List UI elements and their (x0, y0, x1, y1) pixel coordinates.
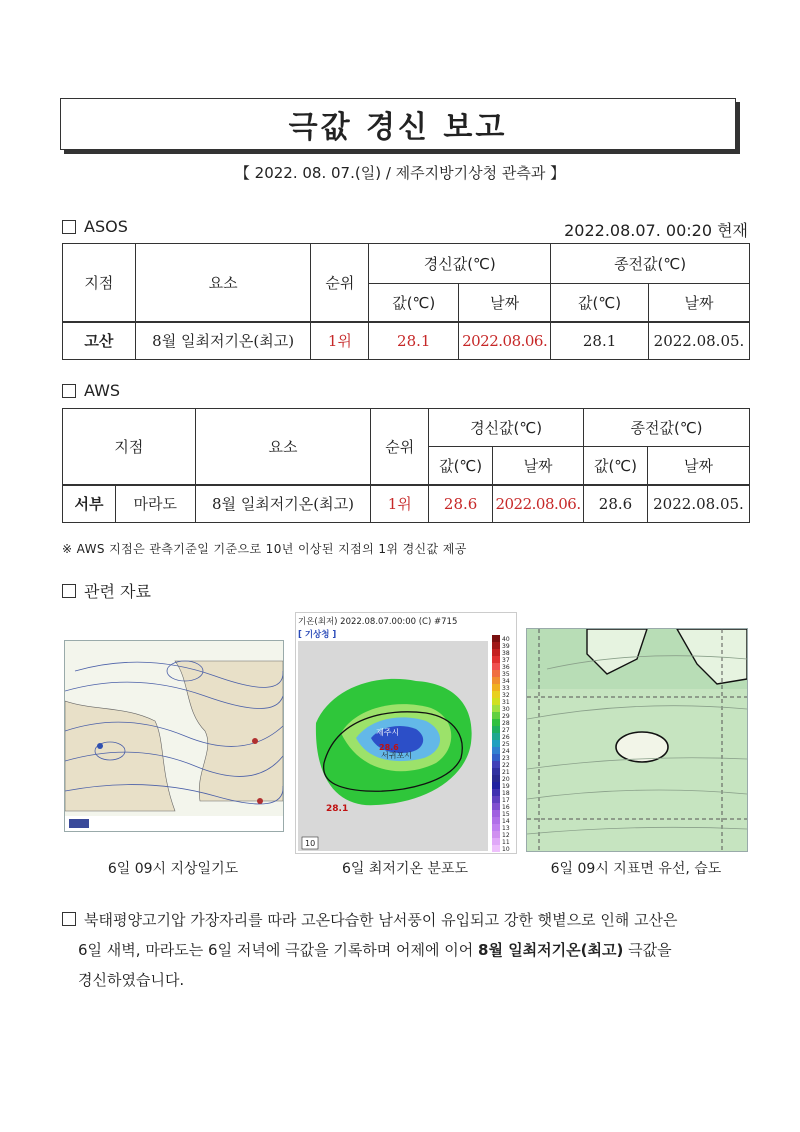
aws-row-rank: 1위 (371, 485, 429, 523)
legend-value: 38 (502, 650, 510, 657)
asos-timestamp: 2022.08.07. 00:20 현재 (564, 221, 748, 240)
caption-surface-chart: 6일 09시 지상일기도 (107, 861, 239, 877)
legend-value: 16 (502, 804, 510, 811)
checkbox-square-icon (62, 384, 76, 398)
legend-value: 15 (502, 811, 510, 818)
min-temp-map-graphic (296, 613, 516, 853)
legend-swatch (492, 740, 500, 747)
legend-swatch (492, 796, 500, 803)
legend-value: 39 (502, 643, 510, 650)
aws-header-new: 경신값(℃) (429, 409, 584, 447)
asos-header-prev-value: 값(℃) (551, 284, 649, 322)
checkbox-square-icon (62, 220, 76, 234)
asos-row-new-value: 28.1 (369, 322, 459, 360)
legend-swatch (492, 642, 500, 649)
aws-header-prev-date: 날짜 (647, 447, 749, 485)
legend-value: 30 (502, 706, 510, 713)
caption-min-temp: 6일 최저기온 분포도 (342, 861, 468, 877)
legend-swatch (492, 845, 500, 852)
asos-row-rank: 1위 (311, 322, 369, 360)
report-title-box (60, 98, 736, 150)
legend-swatch (492, 747, 500, 754)
legend-swatch (492, 712, 500, 719)
legend-swatch (492, 803, 500, 810)
report-title: 극값 경신 보고 (288, 110, 508, 145)
legend-swatch (492, 754, 500, 761)
aws-section-header (62, 381, 120, 400)
legend-swatch (492, 824, 500, 831)
weather-map-graphic (65, 641, 283, 831)
asos-header-prev-date: 날짜 (648, 284, 749, 322)
summary-line-1: 북태평양고기압 가장자리를 따라 고온다습한 남서풍이 유입되고 강한 햇볕으로 인해 고산은 (84, 911, 678, 929)
asos-section-label: ASOS (84, 217, 128, 236)
legend-value: 12 (502, 832, 510, 839)
label-seogwipo-city: 서귀포시 (381, 751, 412, 760)
legend-swatch (492, 782, 500, 789)
asos-header-station: 지점 (63, 244, 136, 322)
color-legend (492, 635, 510, 853)
aws-header-element: 요소 (195, 409, 371, 485)
streamline-graphic (527, 629, 747, 851)
legend-swatch (492, 649, 500, 656)
legend-value: 14 (502, 818, 510, 825)
asos-table (62, 243, 750, 360)
legend-value: 17 (502, 797, 510, 804)
asos-section-header (62, 217, 128, 236)
aws-row-region: 서부 (63, 485, 116, 523)
legend-value: 36 (502, 664, 510, 671)
asos-header-new: 경신값(℃) (369, 244, 551, 284)
asos-header-rank: 순위 (311, 244, 369, 322)
legend-value: 13 (502, 825, 510, 832)
legend-swatch (492, 691, 500, 698)
legend-swatch (492, 726, 500, 733)
legend-swatch (492, 663, 500, 670)
aws-header-prev: 종전값(℃) (584, 409, 750, 447)
asos-row-prev-date: 2022.08.05. (648, 322, 749, 360)
min-temp-map-agency: [ 기상청 ] (298, 630, 337, 640)
aws-header-station: 지점 (63, 409, 196, 485)
aws-row-station: 마라도 (115, 485, 195, 523)
aws-row-prev-value: 28.6 (584, 485, 648, 523)
legend-swatch (492, 838, 500, 845)
aws-header-new-value: 값(℃) (429, 447, 493, 485)
legend-swatch (492, 684, 500, 691)
legend-value: 26 (502, 734, 510, 741)
legend-swatch (492, 635, 500, 642)
min-temp-map-title: 기온(최저) 2022.08.07.00:00 (C) #715 (298, 617, 458, 627)
legend-swatch (492, 775, 500, 782)
legend-swatch (492, 719, 500, 726)
legend-swatch (492, 761, 500, 768)
legend-value: 37 (502, 657, 510, 664)
legend-swatch (492, 670, 500, 677)
min-temp-distribution-image (295, 612, 517, 854)
legend-value: 22 (502, 762, 510, 769)
legend-swatch (492, 831, 500, 838)
checkbox-square-icon (62, 584, 76, 598)
legend-value: 21 (502, 769, 510, 776)
aws-note: ※ AWS 지점은 관측기준일 기준으로 10년 이상된 지점의 1위 경신값 제공 (62, 542, 467, 556)
asos-row-element: 8월 일최저기온(최고) (135, 322, 311, 360)
asos-header-element: 요소 (135, 244, 311, 322)
legend-swatch (492, 817, 500, 824)
legend-swatch (492, 733, 500, 740)
asos-row-new-date: 2022.08.06. (459, 322, 551, 360)
legend-value: 24 (502, 748, 510, 755)
related-section-header (62, 579, 151, 602)
legend-value: 40 (502, 636, 510, 643)
legend-value: 10 (502, 846, 510, 853)
legend-value: 32 (502, 692, 510, 699)
aws-row-prev-date: 2022.08.05. (647, 485, 749, 523)
surface-weather-chart-image (64, 640, 284, 832)
legend-value: 19 (502, 783, 510, 790)
legend-value: 20 (502, 776, 510, 783)
aws-table (62, 408, 750, 523)
legend-value: 35 (502, 671, 510, 678)
summary-paragraph (62, 905, 752, 995)
related-section-label: 관련 자료 (84, 582, 151, 601)
legend-value: 34 (502, 678, 510, 685)
legend-value: 18 (502, 790, 510, 797)
legend-value: 33 (502, 685, 510, 692)
legend-value: 23 (502, 755, 510, 762)
legend-swatch (492, 768, 500, 775)
aws-header-new-date: 날짜 (493, 447, 584, 485)
aws-row-new-value: 28.6 (429, 485, 493, 523)
asos-header-prev: 종전값(℃) (551, 244, 750, 284)
caption-streamline: 6일 09시 지표면 유선, 습도 (550, 861, 722, 877)
summary-line-2-highlight: 8월 일최저기온(최고) (478, 941, 624, 959)
summary-line-3: 경신하였습니다. (78, 971, 185, 989)
streamline-humidity-image (526, 628, 748, 852)
legend-swatch (492, 810, 500, 817)
legend-swatch (492, 677, 500, 684)
value-marker-2: 28.1 (326, 804, 349, 814)
label-jeju-city: 제주시 (376, 728, 400, 737)
report-subtitle: 【 2022. 08. 07.(일) / 제주지방기상청 관측과 】 (234, 164, 566, 182)
asos-header-new-date: 날짜 (459, 284, 551, 322)
asos-row-station: 고산 (63, 322, 136, 360)
legend-value: 28 (502, 720, 510, 727)
value-marker-1: 28.6 (379, 743, 399, 752)
summary-line-2c: 극값을 (623, 941, 672, 959)
legend-value: 29 (502, 713, 510, 720)
checkbox-square-icon (62, 912, 76, 926)
aws-header-rank: 순위 (371, 409, 429, 485)
legend-swatch (492, 789, 500, 796)
legend-value: 25 (502, 741, 510, 748)
scale-box-label: 10 (305, 839, 316, 848)
legend-swatch (492, 656, 500, 663)
aws-row-new-date: 2022.08.06. (493, 485, 584, 523)
legend-value: 27 (502, 727, 510, 734)
aws-header-prev-value: 값(℃) (584, 447, 648, 485)
aws-section-label: AWS (84, 381, 121, 400)
asos-header-new-value: 값(℃) (369, 284, 459, 322)
legend-value: 31 (502, 699, 510, 706)
legend-swatch (492, 698, 500, 705)
summary-line-2a: 6일 새벽, 마라도는 6일 저녁에 극값을 기록하며 어제에 이어 (78, 941, 479, 959)
aws-row-element: 8월 일최저기온(최고) (195, 485, 371, 523)
legend-value: 11 (502, 839, 510, 846)
legend-swatch (492, 705, 500, 712)
asos-row-prev-value: 28.1 (551, 322, 649, 360)
